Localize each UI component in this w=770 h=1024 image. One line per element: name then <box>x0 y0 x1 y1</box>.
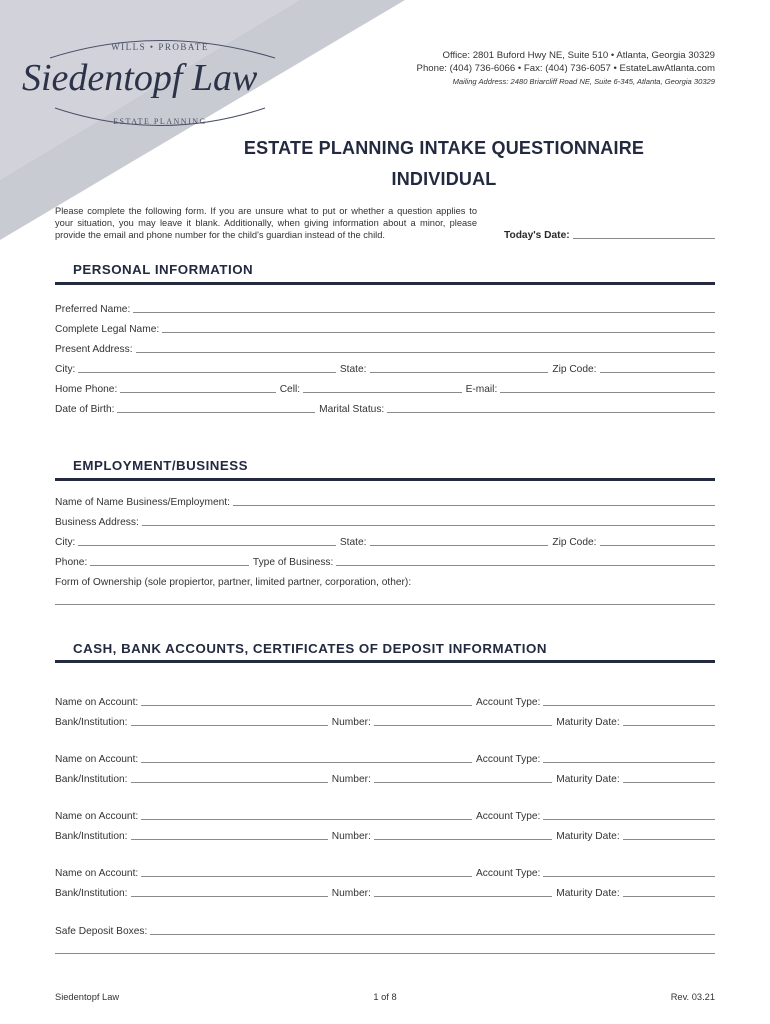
present-address-field[interactable] <box>55 340 715 356</box>
present-address-label: Present Address: <box>55 344 133 355</box>
account-type-label: Account Type: <box>476 811 541 822</box>
ownership-label: Form of Ownership (sole propiertor, partner, limited partner, corporation, other): <box>55 577 412 588</box>
ownership-row <box>55 573 715 589</box>
business-state-line[interactable] <box>370 545 549 546</box>
preferred-name-field[interactable] <box>55 300 715 316</box>
account-bank-row <box>55 884 715 900</box>
business-address-label: Business Address: <box>55 517 139 528</box>
form-title-line2: INDIVIDUAL <box>391 169 497 189</box>
legal-name-field[interactable] <box>55 320 715 336</box>
bank-institution-line[interactable] <box>131 782 328 783</box>
city-state-zip-row <box>55 360 715 376</box>
legal-name-line[interactable] <box>162 332 715 333</box>
maturity-date-line[interactable] <box>623 782 715 783</box>
business-city-state-zip-row <box>55 533 715 549</box>
section-rule <box>55 478 715 481</box>
account-type-line[interactable] <box>543 705 715 706</box>
email-line[interactable] <box>500 392 715 393</box>
footer-revision: Rev. 03.21 <box>670 992 715 1002</box>
zip-line[interactable] <box>600 372 715 373</box>
state-line[interactable] <box>370 372 549 373</box>
office-info <box>417 49 715 88</box>
footer-firm: Siedentopf Law <box>55 992 120 1002</box>
zip-label: Zip Code: <box>552 364 597 375</box>
account-number-label: Number: <box>331 774 371 785</box>
section-employment-title: EMPLOYMENT/BUSINESS <box>73 458 248 473</box>
account-type-label: Account Type: <box>476 697 541 708</box>
logo-wordmark: Siedentopf Law <box>22 57 258 99</box>
business-phone-line[interactable] <box>90 565 249 566</box>
section-cash-title: CASH, BANK ACCOUNTS, CERTIFICATES OF DEPOSIT INFORMATION <box>73 641 547 656</box>
account-name-line[interactable] <box>141 705 472 706</box>
business-zip-label: Zip Code: <box>552 537 597 548</box>
firm-logo <box>10 28 310 138</box>
business-city-label: City: <box>55 537 76 548</box>
office-phone: Phone: (404) 736-6066 • Fax: (404) 736-6057 • EstateLawAtlanta.com <box>416 63 715 74</box>
cell-line[interactable] <box>303 392 461 393</box>
section-personal-title: PERSONAL INFORMATION <box>73 262 254 277</box>
bank-institution-line[interactable] <box>131 725 328 726</box>
cell-label: Cell: <box>279 384 301 395</box>
account-type-line[interactable] <box>543 819 715 820</box>
intro-text: Please complete the following form. If you are unsure what to put or whether a question applies to your situation, you may leave it blank. Additionally, when giving information about a minor, please provide the email and phone number for the child's guardian instead of the child. <box>55 206 477 241</box>
phone-email-row <box>55 380 715 396</box>
account-number-label: Number: <box>331 831 371 842</box>
email-label: E-mail: <box>465 384 498 395</box>
account-name-row <box>55 807 715 823</box>
mailing-address: Mailing Address: 2480 Briarcliff Road NE, Suite 6-345, Atlanta, Georgia 30329 <box>452 77 715 86</box>
account-type-label: Account Type: <box>476 754 541 765</box>
maturity-date-label: Maturity Date: <box>556 774 620 785</box>
account-name-line[interactable] <box>141 876 472 877</box>
business-name-label: Name of Name Business/Employment: <box>55 497 230 508</box>
account-number-label: Number: <box>331 888 371 899</box>
present-address-line[interactable] <box>136 352 715 353</box>
maturity-date-line[interactable] <box>623 725 715 726</box>
maturity-date-line[interactable] <box>623 839 715 840</box>
business-address-line[interactable] <box>142 525 715 526</box>
business-zip-line[interactable] <box>600 545 715 546</box>
maturity-date-label: Maturity Date: <box>556 831 620 842</box>
business-name-line[interactable] <box>233 505 715 506</box>
city-label: City: <box>55 364 76 375</box>
business-phone-label: Phone: <box>55 557 88 568</box>
business-name-field[interactable] <box>55 493 715 509</box>
marital-status-label: Marital Status: <box>319 404 385 415</box>
safe-deposit-line[interactable] <box>150 934 715 935</box>
maturity-date-label: Maturity Date: <box>556 888 620 899</box>
bank-institution-label: Bank/Institution: <box>55 717 128 728</box>
section-rule <box>55 282 715 285</box>
account-bank-row <box>55 827 715 843</box>
logo-arc-bottom: ESTATE PLANNING <box>113 117 207 126</box>
maturity-date-label: Maturity Date: <box>556 717 620 728</box>
bank-institution-line[interactable] <box>131 896 328 897</box>
todays-date-field[interactable] <box>504 226 715 242</box>
form-title-line1: ESTATE PLANNING INTAKE QUESTIONNAIRE <box>243 138 645 158</box>
business-state-label: State: <box>339 537 367 548</box>
home-phone-label: Home Phone: <box>55 384 118 395</box>
account-number-line[interactable] <box>374 896 552 897</box>
account-bank-row <box>55 770 715 786</box>
bank-institution-label: Bank/Institution: <box>55 888 128 899</box>
logo-arc-top: WILLS • PROBATE <box>111 42 209 52</box>
account-bank-row <box>55 713 715 729</box>
preferred-name-label: Preferred Name: <box>55 304 131 315</box>
state-label: State: <box>339 364 367 375</box>
account-name-row <box>55 750 715 766</box>
account-type-line[interactable] <box>543 762 715 763</box>
bank-institution-label: Bank/Institution: <box>55 831 128 842</box>
dob-line[interactable] <box>117 412 315 413</box>
business-address-field[interactable] <box>55 513 715 529</box>
city-line[interactable] <box>78 372 336 373</box>
account-name-line[interactable] <box>141 762 472 763</box>
business-phone-type-row <box>55 553 715 569</box>
account-number-label: Number: <box>331 717 371 728</box>
bank-institution-line[interactable] <box>131 839 328 840</box>
safe-deposit-line-2[interactable] <box>55 953 715 954</box>
legal-name-label: Complete Legal Name: <box>55 324 160 335</box>
account-name-row <box>55 693 715 709</box>
footer-page-number: 1 of 8 <box>373 992 397 1002</box>
account-name-row <box>55 864 715 880</box>
safe-deposit-field[interactable] <box>55 922 715 938</box>
business-type-line[interactable] <box>336 565 715 566</box>
account-number-line[interactable] <box>374 839 552 840</box>
account-name-label: Name on Account: <box>55 868 139 879</box>
account-name-line[interactable] <box>141 819 472 820</box>
account-name-label: Name on Account: <box>55 754 139 765</box>
business-type-label: Type of Business: <box>252 557 334 568</box>
account-name-label: Name on Account: <box>55 697 139 708</box>
business-city-line[interactable] <box>78 545 336 546</box>
dob-label: Date of Birth: <box>55 404 115 415</box>
marital-status-line[interactable] <box>387 412 715 413</box>
form-title <box>110 133 770 195</box>
account-number-line[interactable] <box>374 725 552 726</box>
account-name-label: Name on Account: <box>55 811 139 822</box>
home-phone-line[interactable] <box>120 392 275 393</box>
maturity-date-line[interactable] <box>623 896 715 897</box>
todays-date-line[interactable] <box>573 238 715 239</box>
bank-institution-label: Bank/Institution: <box>55 774 128 785</box>
section-rule <box>55 660 715 663</box>
dob-marital-row <box>55 400 715 416</box>
office-address: Office: 2801 Buford Hwy NE, Suite 510 • Atlanta, Georgia 30329 <box>442 50 715 61</box>
todays-date-label: Today's Date: <box>504 230 570 241</box>
account-type-line[interactable] <box>543 876 715 877</box>
safe-deposit-label: Safe Deposit Boxes: <box>55 926 148 937</box>
account-type-label: Account Type: <box>476 868 541 879</box>
account-number-line[interactable] <box>374 782 552 783</box>
ownership-line[interactable] <box>55 604 715 605</box>
preferred-name-line[interactable] <box>133 312 715 313</box>
